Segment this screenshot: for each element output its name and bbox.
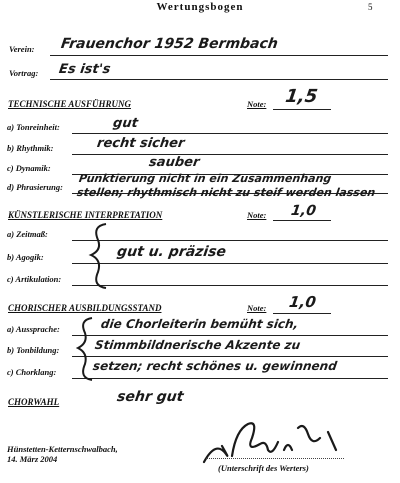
chorischer-note-line: [273, 313, 331, 314]
kuenstlerische-note-label: Note:: [247, 210, 267, 220]
kuenstlerische-note-line: [273, 220, 331, 221]
section-chorischer-heading: CHORISCHER AUSBILDUNGSSTAND: [8, 303, 162, 313]
phrasierung-value: Punktierung nicht in ein Zusammenhang stellen; rhythmisch nicht zu steif werden lassen: [76, 172, 377, 199]
aussprache-label: a) Aussprache:: [7, 324, 60, 334]
artikulation-line: [72, 285, 388, 286]
rhythmik-value: recht sicher: [96, 136, 186, 151]
chorwahl-value: sehr gut: [116, 389, 185, 405]
tonreinheit-label: a) Tonreinheit:: [7, 122, 60, 132]
zeitmass-label: a) Zeitmaß:: [7, 229, 48, 239]
document-title: Wertungsbogen: [156, 1, 244, 13]
aussprache-value: die Chorleiterin bemüht sich,: [100, 317, 300, 331]
kuenstlerische-note-value: 1,0: [290, 203, 318, 219]
dynamik-value: sauber: [148, 155, 201, 170]
vortrag-line: [50, 79, 388, 80]
chorklang-value: setzen; recht schönes u. gewinnend: [92, 359, 338, 373]
signature-caption: (Unterschrift des Werters): [218, 463, 309, 473]
chorischer-note-value: 1,0: [288, 293, 318, 311]
footer-place: Hünstetten-Ketternschwalbach,: [7, 444, 118, 454]
technische-note-label: Note:: [247, 99, 267, 109]
curly-brace-mark: [88, 222, 112, 290]
tonbildung-label: b) Tonbildung:: [7, 345, 60, 355]
technische-note-line: [273, 109, 331, 110]
tonreinheit-line: [72, 133, 388, 134]
agogik-value: gut u. präzise: [116, 244, 228, 260]
section-technische-heading: TECHNISCHE AUSFÜHRUNG: [8, 99, 131, 109]
rhythmik-label: b) Rhythmik:: [7, 143, 54, 153]
tonbildung-value: Stimmbildnerische Akzente zu: [94, 338, 302, 352]
verein-value: Frauenchor 1952 Bermbach: [60, 36, 279, 52]
footer-date: 14. März 2004: [7, 454, 58, 464]
chorischer-note-label: Note:: [247, 303, 267, 313]
page-number: 5: [368, 2, 373, 12]
dynamik-label: c) Dynamik:: [7, 163, 51, 173]
phrasierung-label: d) Phrasierung:: [7, 182, 63, 192]
tonbildung-line: [72, 356, 388, 357]
tonreinheit-value: gut: [112, 116, 139, 131]
zeitmass-line: [72, 240, 388, 241]
chorklang-label: c) Chorklang:: [7, 367, 57, 377]
vortrag-label: Vortrag:: [9, 68, 39, 78]
agogik-label: b) Agogik:: [7, 252, 44, 262]
chorklang-line: [72, 378, 388, 379]
artikulation-label: c) Artikulation:: [7, 274, 62, 284]
aussprache-line: [72, 335, 388, 336]
rhythmik-line: [72, 154, 388, 155]
signature-line: [206, 458, 344, 459]
vortrag-value: Es ist's: [58, 62, 112, 77]
verein-label: Verein:: [9, 44, 35, 54]
technische-note-value: 1,5: [284, 86, 319, 107]
section-kuenstlerische-heading: KÜNSTLERISCHE INTERPRETATION: [8, 210, 163, 220]
verein-line: [50, 55, 388, 56]
section-chorwahl-heading: CHORWAHL: [8, 397, 60, 407]
agogik-line: [72, 263, 388, 264]
